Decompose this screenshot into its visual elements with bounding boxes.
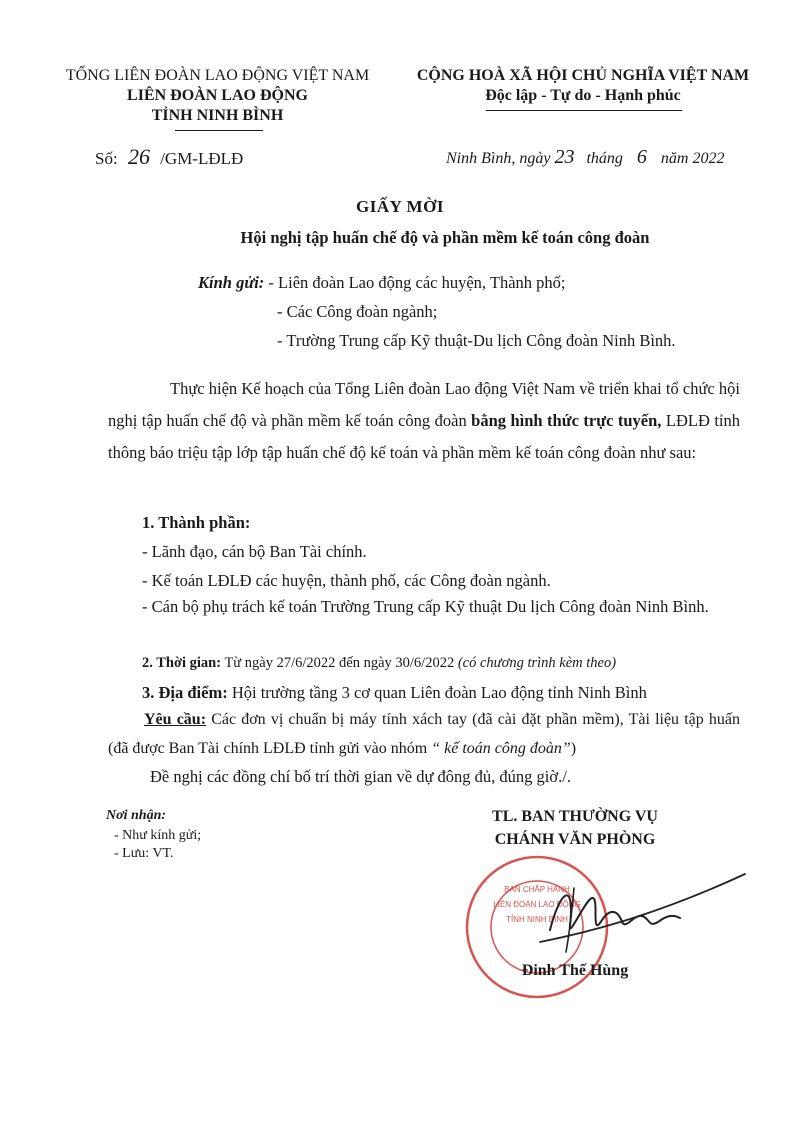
date-place: Ninh Bình, ngày [446,150,551,167]
section2-text: Từ ngày 27/6/2022 đến ngày 30/6/2022 [224,655,455,671]
section2-note: (có chương trình kèm theo) [457,655,617,671]
section3-heading: 3. Địa điểm: [142,683,228,702]
document-date [446,146,724,169]
section3-text: Hội trường tầng 3 cơ quan Liên đoàn Lao động tỉnh Ninh Bình [231,683,647,702]
date-month-label: tháng [586,150,623,167]
handwritten-signature [530,870,750,960]
intro-paragraph [108,373,740,469]
number-prefix: Số: [95,149,118,168]
org-line-1: TỔNG LIÊN ĐOÀN LAO ĐỘNG VIỆT NAM [65,67,370,84]
section2 [142,655,616,672]
section1-item-1: - Lãnh đạo, cán bộ Ban Tài chính. [142,542,367,561]
signature-line-1: TL. BAN THƯỜNG VỤ [492,808,658,825]
footer-recipient-2: - Lưu: VT. [114,846,174,861]
recipients-label: Kính gửi: [198,273,265,292]
requirement-label: Yêu cầu: [144,711,207,728]
stamp-text-1: BAN CHẤP HÀNH [504,885,570,894]
closing-sentence: Đề nghị các đồng chí bố trí thời gian về dự đông đủ, đúng giờ./. [150,767,571,786]
handwritten-number: 26 [127,144,150,169]
date-month: 6 [636,146,647,168]
footer-recipient-1: - Như kính gửi; [114,828,202,843]
date-day: 23 [554,146,575,168]
signer-name: Đinh Thế Hùng [521,962,629,979]
organization-header [55,66,380,126]
document-number [95,144,243,170]
date-year: năm 2022 [660,150,725,167]
section2-heading: 2. Thời gian: [142,655,222,671]
stamp-text-3: TỈNH NINH BÌNH [506,915,568,924]
nation-line-1: CỘNG HOÀ XÃ HỘI CHỦ NGHĨA VIỆT NAM [416,67,750,84]
requirement-text-a: Các đơn vị chuẩn bị máy tính xách tay (đã cài đặt phần mềm), Tài liệu tập huấn (đã được Ban Tài chính LĐLĐ tỉnh gửi vào nhóm [108,711,740,757]
number-suffix: /GM-LĐLĐ [160,149,244,168]
stamp-text-2: LIÊN ĐOÀN LAO ĐỘNG [493,900,581,909]
org-line-2: LIÊN ĐOÀN LAO ĐỘNG [127,87,308,104]
section3 [142,683,647,703]
intro-text-b: LĐLĐ tỉnh thông báo triệu tập lớp tập huấn chế độ kế toán và phần mềm kế toán công đoàn như sau: [108,411,741,462]
org-line-3: TỈNH NINH BÌNH [151,107,284,124]
footer-recipients-label: Nơi nhận: [106,808,167,823]
document-subject: Hội nghị tập huấn chế độ và phần mềm kế toán công đoàn [240,228,650,247]
nation-line-2: Độc lập - Tự do - Hạnh phúc [485,87,681,104]
nation-header [398,66,768,106]
intro-text-bold: bằng hình thức trực tuyến, [471,411,662,430]
document-type-title: GIẤY MỜI [356,197,444,216]
recipient-item-3: - Trường Trung cấp Kỹ thuật-Du lịch Công đoàn Ninh Bình. [277,331,676,350]
nation-underline [486,110,682,111]
intro-text-a: Thực hiện Kế hoạch của Tổng Liên đoàn Lao động Việt Nam về triển khai tổ chức hội nghị tập huấn chế độ và phần mềm kế toán công đoàn [108,379,740,430]
section1-item-3: - Cán bộ phụ trách kế toán Trường Trung cấp Kỹ thuật Du lịch Công đoàn Ninh Bình. [142,597,709,616]
recipient-item-2: - Các Công đoàn ngành; [277,302,438,321]
requirement-quote: “ kế toán công đoàn” [431,740,571,757]
requirement-paragraph [108,705,740,763]
requirement-text-b: ) [570,740,577,757]
recipient-item-1: - Liên đoàn Lao động các huyện, Thành phố; [268,273,566,292]
section1-item-2: - Kế toán LĐLĐ các huyện, thành phố, các Công đoàn ngành. [142,571,551,590]
section1-heading: 1. Thành phần: [142,513,251,532]
recipients-block [198,273,566,293]
signature-line-2: CHÁNH VĂN PHÒNG [494,831,656,848]
org-underline [175,130,263,131]
